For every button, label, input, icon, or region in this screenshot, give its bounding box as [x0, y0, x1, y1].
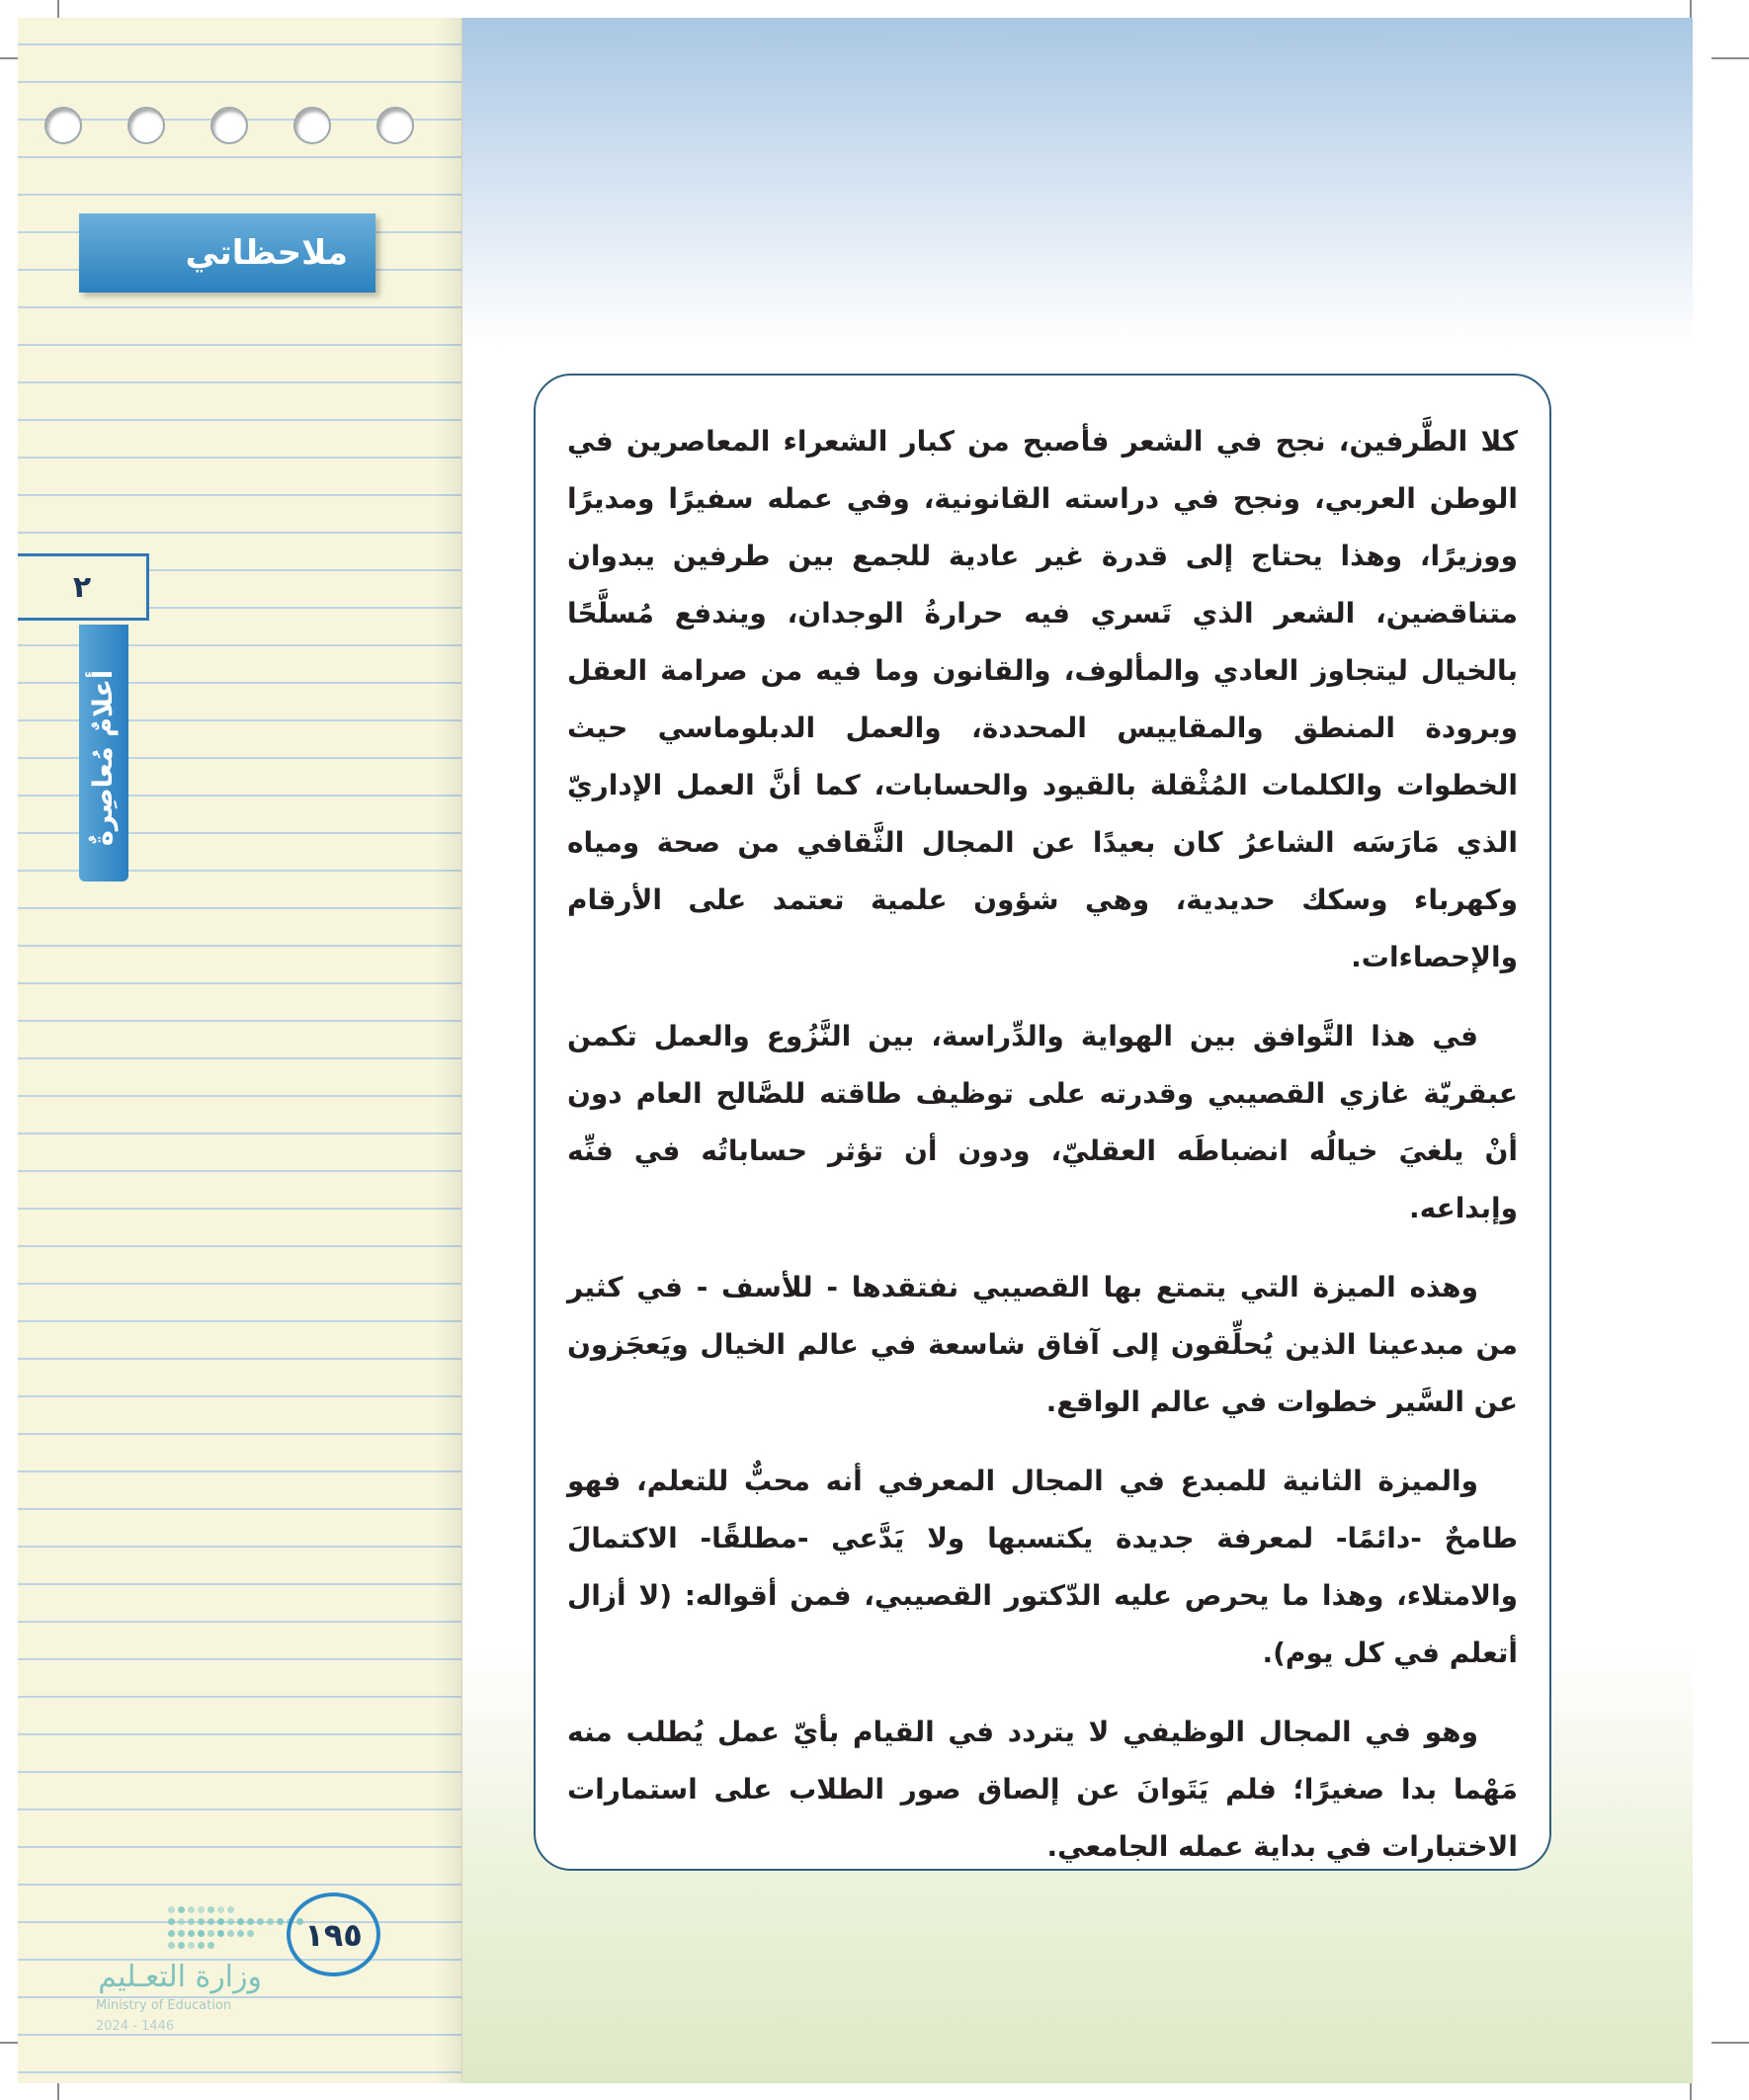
crop-mark [1711, 2042, 1749, 2044]
logo-dot [277, 1918, 284, 1925]
logo-dot [237, 1918, 244, 1925]
unit-title: أعلامٌ مُعاصِرةٌ [88, 669, 119, 847]
article-paragraph: وهو في المجال الوظيفي لا يتردد في القيام بأيّ عمل يُطلب منه مَهْما بدا صغيرًا؛ فلم يَتَوانَ عن إلصاق صور الطلاب على استمارات الاختبارات في بداية عمله الجامعي. [567, 1716, 1518, 1863]
logo-dot [188, 1918, 195, 1925]
logo-dot [178, 1918, 185, 1925]
unit-number: ٢ [18, 553, 149, 621]
logo-dot [217, 1930, 224, 1937]
logo-dot [227, 1918, 234, 1925]
ministry-name-arabic: وزارة التعـليم [98, 1960, 262, 1994]
logo-dot [208, 1906, 214, 1913]
logo-dot [217, 1918, 224, 1925]
article-paragraph: في هذا التَّوافق بين الهواية والدِّراسة، بين النَّزُوع والعمل تكمن عبقريّة غازي القصيبي وقدرته على توظيف طاقته للصَّالح العام دون أنْ يلغيَ خيالُه انضباطَه العقليّ، ودون أن تؤثر حساباتُه في فنِّه وإبداعه. [567, 1020, 1518, 1224]
logo-dot [217, 1906, 224, 1913]
logo-dot [237, 1930, 244, 1937]
logo-dot [188, 1942, 195, 1949]
logo-dot [178, 1906, 185, 1913]
binder-hole [127, 107, 165, 144]
article-paragraph: كلا الطَّرفين، نجح في الشعر فأصبح من كبار الشعراء المعاصرين في الوطن العربي، ونجح في دراسته القانونية، وفي عمله سفيرًا ومديرًا ووزيرًا، وهذا يحتاج إلى قدرة غير عادية للجمع بين طرفين يبدوان متناقضين، الشعر الذي تَسري فيه حرارةُ الوجدان، ويندفع مُسلَّحًا بالخيال ليتجاوز العادي والمألوف، والقانون وما فيه من صرامة العقل وبرودة المنطق والمقاييس المحددة، والعمل الدبلوماسي حيث الخطوات والكلمات المُثْقلة بالقيود والحسابات، كما أنَّ العمل الإداريّ الذي مَارَسَه الشاعرُ كان بعيدًا عن المجال الثَّقافي من صحة ومياه وكهرباء وسكك حديدية، وهي شؤون علمية تعتمد على الأرقام والإحصاءات. [567, 425, 1518, 973]
logo-dot [198, 1918, 205, 1925]
logo-dot [188, 1930, 195, 1937]
logo-dot [247, 1930, 254, 1937]
binder-hole [293, 107, 331, 144]
binder-hole [376, 107, 414, 144]
ministry-name-english: Ministry of Education [96, 1998, 232, 2013]
logo-dot [208, 1942, 214, 1949]
logo-dot [198, 1906, 205, 1913]
logo-dot [178, 1942, 185, 1949]
article-paragraph: والميزة الثانية للمبدع في المجال المعرفي أنه محبٌّ للتعلم، فهو طامحٌ -دائمًا- لمعرفة جديدة يكتسبها ولا يَدَّعي -مطلقًا- الاكتمالَ والامتلاء، وهذا ما يحرص عليه الدّكتور القصيبي، فمن أقواله: (لا أزال أتعلم في كل يوم). [567, 1465, 1518, 1669]
logo-dot [168, 1942, 175, 1949]
logo-dot [247, 1918, 254, 1925]
sidebar-shadow [435, 18, 462, 2083]
logo-dot [188, 1906, 195, 1913]
logo-dot [168, 1930, 175, 1937]
logo-dot [178, 1930, 185, 1937]
article-paragraph: وهذه الميزة التي يتمتع بها القصيبي نفتقدها - للأسف - في كثير من مبدعينا الذين يُحلِّقون إلى آفاق شاسعة في عالم الخيال ويَعجَزون عن السَّير خطوات في عالم الواقع. [567, 1271, 1518, 1418]
logo-dot [208, 1930, 214, 1937]
logo-dot [267, 1918, 274, 1925]
logo-dot [208, 1918, 214, 1925]
ministry-logo-dots [168, 1902, 306, 1954]
page-number-badge [287, 1892, 380, 1976]
binder-holes [44, 107, 420, 146]
logo-dot [168, 1906, 175, 1913]
crop-mark [1711, 57, 1749, 59]
logo-dot [257, 1918, 264, 1925]
article-box [534, 374, 1551, 1871]
notes-sidebar [18, 18, 462, 2083]
logo-dot [227, 1930, 234, 1937]
logo-dot [198, 1942, 205, 1949]
logo-dot [168, 1918, 175, 1925]
page-number: ١٩٥ [287, 1892, 380, 1976]
binder-hole [210, 107, 248, 144]
logo-dot [198, 1930, 205, 1937]
notes-header: ملاحظاتي [79, 213, 375, 293]
binder-hole [44, 107, 82, 144]
edition-year: 2024 - 1446 [96, 2019, 175, 2034]
logo-dot [227, 1906, 234, 1913]
